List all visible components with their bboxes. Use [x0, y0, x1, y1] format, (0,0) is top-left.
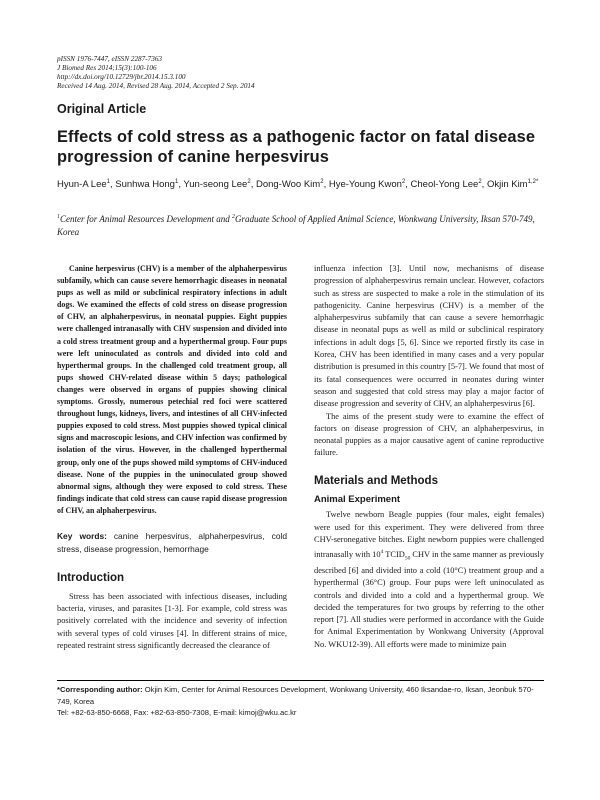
- issn-line: pISSN 1976-7447, eISSN 2287-7363: [57, 55, 163, 63]
- contact-line: Tel: +82-63-850-6668, Fax: +82-63-850-7308, E-mail: kimoj@wku.ac.kr: [57, 708, 297, 717]
- doi-link[interactable]: http://dx.doi.org/10.12729/jbr.2014.15.3.100: [57, 73, 186, 81]
- keywords: [57, 530, 287, 557]
- animal-experiment-heading: Animal Experiment: [314, 494, 401, 506]
- methods-paragraph-1: Twelve newborn Beagle puppies (four males, eight females) were used for this experiment. They were delivered from three CHV-seronegative bitches. Eight newborn puppies were challenged intranasally with $10^4$ $TCID_{50}$ CHV in the same manner as previously described [6] and divided into a cold (10°C) treatment group and a hyperthermal (36°C) group. Four pups were left uninoculated as controls and divided into a cold and a hyperthermal group. We decided the temperatures for two groups by referring to the other report [7]. All studies were performed in accordance with the Guide for Animal Experimentation by Wonkwang University (Approval No. WKU12-39). All efforts were made to minimize pain: [314, 510, 544, 649]
- keywords-label: Key words:: [57, 530, 107, 541]
- corresponding-author: *Corresponding author: Okjin Kim, Center for Animal Resources Development, Wonkwang University, 460 Iksandae-ro, Iksan, Jeonbuk 570-749, Korea: [57, 685, 534, 706]
- left-column: [57, 263, 287, 652]
- right-column: [314, 263, 544, 651]
- journal-header: [57, 55, 537, 91]
- methods-heading: Materials and Methods: [314, 474, 438, 487]
- corresponding-author-footer: [57, 684, 547, 719]
- citation-line: J Biomed Res 2014;15(3):100-106: [57, 64, 157, 72]
- paper-title: Effects of cold stress as a pathogenic factor on fatal disease progression of canine herpesvirus: [57, 128, 536, 166]
- affiliation: $^1$Center for Animal Resources Development and $^2$Graduate School of Applied Animal Science, Wonkwang University, Iksan 570-749, Korea: [57, 214, 535, 237]
- dates-line: Received 14 Aug. 2014, Revised 28 Aug. 2014, Accepted 2 Sep. 2014: [57, 82, 255, 90]
- author: Dong-Woo Kim$^2$,: [255, 179, 329, 191]
- introduction-heading: Introduction: [57, 571, 125, 584]
- author: Cheol-Yong Lee$^2$,: [410, 179, 487, 191]
- author: Hye-Young Kwon$^2$,: [328, 179, 411, 191]
- author: Yun-seong Lee$^2$,: [183, 179, 256, 191]
- author: Okjin Kim$^{1,2*}$: [486, 179, 539, 191]
- introduction-paragraph-1-continued: influenza infection [3]. Until now, mechanisms of disease progression of alphaherpesvirus remain unclear. However, cofactors such as stress are suspected to make a role in the stimulation of its pathogenicity. Canine herpesvirus (CHV) is a member of the alphaherpesvirus subfamily that can cause a severe hemorrhagic disease in neonatal pups as well as mild or subclinical respiratory infections in adult dogs [5, 6]. Since we reported firstly its case in Korea, CHV has been identified in many cases and a very popular distribution is presumed in this country [5-7]. We found that most of its fatal consequences were occurred in neonates during winter season and suggested that cold stress may play a major factor of disease progression and severity of CHV, an alphaherpesvirus [6].: [314, 264, 544, 409]
- author-list: [57, 179, 557, 190]
- author: Hyun-A Lee$^1$,: [57, 179, 116, 191]
- article-type: Original Article: [57, 102, 147, 116]
- introduction-paragraph-1: Stress has been associated with infectious diseases, including bacteria, viruses, and parasites [1-3]. For example, cold stress was positively correlated with the incidence and severity of infection with several types of cold viruses [4]. In different strains of mice, repeated restraint stress significantly decreased the clearance of: [57, 591, 287, 651]
- introduction-paragraph-2: The aims of the present study were to examine the effect of factors on disease progression of CHV, an alphaherpesvirus, in neonatal puppies as a major causative agent of canine reproductive failure.: [314, 411, 544, 458]
- abstract: Canine herpesvirus (CHV) is a member of the alphaherpesvirus subfamily, which can cause severe hemorrhagic diseases in neonatal pups as well as mild or subclinical respiratory infections in adult dogs. We examined the effects of cold stress on disease progression of CHV, an alphaherpesvirus, in neonatal puppies. Eight puppies were challenged intranasally with CHV suspension and divided into a cold stress treatment group and a hyperthermal group. Four pups were left uninoculated as controls and divided into cold and hyperthermal groups. In the challenged cold treatment group, all pups showed CHV-related disease within 5 days; pathological changes were observed in organs of puppies showing clinical symptoms. Grossly, numerous petechial red foci were scattered throughout lungs, kidneys, livers, and intestines of all CHV-infected puppies exposed to cold stress. Most puppies showed typical clinical signs and macroscopic lesions, and CHV infection was confirmed by isolation of the virus. However, in the challenged hyperthermal group, only one of the pups showed mild symptoms of CHV-induced disease. None of the puppies in the uninoculated group showed abnormal signs, although they were exposed to cold stress. These findings indicate that cold stress can cause rapid disease progression of CHV, an alphaherpesvirus.: [57, 264, 287, 515]
- keywords-text: canine herpesvirus, alphaherpesvirus, cold stress, disease progression, hemorrhage: [57, 530, 288, 555]
- author: Sunhwa Hong$^1$,: [115, 179, 184, 191]
- footer-divider: [57, 680, 544, 681]
